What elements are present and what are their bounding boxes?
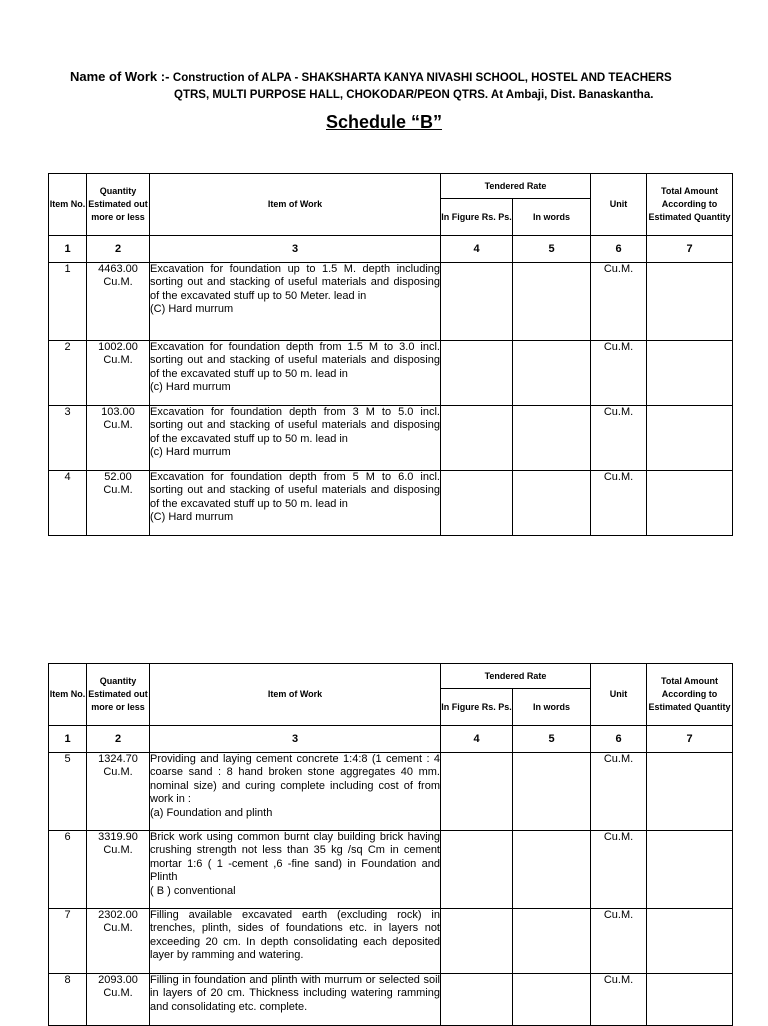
column-number: 5 <box>513 236 591 263</box>
quantity-cell <box>87 909 150 974</box>
rate-words-cell[interactable] <box>513 909 591 974</box>
column-number-row <box>49 726 733 753</box>
col-header-in-figure: In Figure Rs. Ps. <box>441 689 513 726</box>
item-no: 5 <box>49 753 87 831</box>
column-number: 3 <box>150 236 441 263</box>
quantity-cell <box>87 831 150 909</box>
description-text: Excavation for foundation depth from 5 M to 6.0 incl. sorting out and stacking of useful materials and disposing of the excavated stuff up to 50 m. lead in <box>150 471 440 510</box>
name-of-work <box>70 68 730 104</box>
rate-words-cell[interactable] <box>513 341 591 406</box>
description-subitem: (a) Foundation and plinth <box>150 806 273 819</box>
total-amount-cell[interactable] <box>647 831 733 909</box>
quantity-value: 2093.00 <box>98 974 138 986</box>
item-no: 1 <box>49 263 87 341</box>
item-no: 8 <box>49 974 87 1026</box>
col-header-in-words: In words <box>513 199 591 236</box>
col-header-unit: Unit <box>591 174 647 236</box>
description-subitem: (c) Hard murrum <box>150 446 231 459</box>
item-description <box>150 341 441 406</box>
column-number: 4 <box>441 236 513 263</box>
quantity-value: 1002.00 <box>98 341 138 353</box>
item-description <box>150 831 441 909</box>
unit-cell: Cu.M. <box>591 341 647 406</box>
description-text: Providing and laying cement concrete 1:4:8 (1 cement : 4 coarse sand : 8 hand broken stone aggregates 40 mm. nominal size) and curing complete including cost of from work in : <box>150 753 440 806</box>
column-number: 7 <box>647 236 733 263</box>
quantity-cell <box>87 753 150 831</box>
quantity-value: 4463.00 <box>98 263 138 275</box>
quantity-cell <box>87 263 150 341</box>
description-text: Excavation for foundation up to 1.5 M. depth including sorting out and stacking of useful materials and disposing of the excavated stuff up to 50 Meter. lead in <box>150 263 440 302</box>
description-subitem: (c) Hard murrum <box>150 381 231 394</box>
rate-figure-cell[interactable] <box>441 471 513 536</box>
total-amount-cell[interactable] <box>647 471 733 536</box>
column-number: 1 <box>49 236 87 263</box>
quantity-cell <box>87 406 150 471</box>
schedule-table-1 <box>48 173 733 536</box>
column-number: 2 <box>87 236 150 263</box>
col-header-item-of-work: Item of Work <box>150 174 441 236</box>
item-no: 2 <box>49 341 87 406</box>
column-number: 6 <box>591 726 647 753</box>
quantity-cell <box>87 974 150 1026</box>
rate-words-cell[interactable] <box>513 974 591 1026</box>
quantity-value: 2302.00 <box>98 909 138 921</box>
rate-figure-cell[interactable] <box>441 974 513 1026</box>
quantity-unit: Cu.M. <box>103 484 133 496</box>
item-no: 7 <box>49 909 87 974</box>
quantity-unit: Cu.M. <box>103 354 133 366</box>
unit-cell: Cu.M. <box>591 909 647 974</box>
rate-figure-cell[interactable] <box>441 341 513 406</box>
col-header-unit: Unit <box>591 664 647 726</box>
rate-figure-cell[interactable] <box>441 909 513 974</box>
quantity-unit: Cu.M. <box>103 419 133 431</box>
quantity-unit: Cu.M. <box>103 987 133 999</box>
rate-figure-cell[interactable] <box>441 406 513 471</box>
quantity-unit: Cu.M. <box>103 766 133 778</box>
item-description <box>150 471 441 536</box>
description-text: Excavation for foundation depth from 3 M to 5.0 incl. sorting out and stacking of useful materials and disposing of the excavated stuff up to 50 m. lead in <box>150 406 440 445</box>
unit-cell: Cu.M. <box>591 831 647 909</box>
page-title: Schedule “B” <box>325 112 443 132</box>
column-number: 4 <box>441 726 513 753</box>
total-amount-cell[interactable] <box>647 406 733 471</box>
description-text: Filling available excavated earth (excluding rock) in trenches, plinth, sides of foundations etc. in layers not exceeding 20 cm. In depth consolidating each deposited layer by ramming and watering. <box>150 909 440 962</box>
item-no: 3 <box>49 406 87 471</box>
description-subitem: ( B ) conventional <box>150 884 236 897</box>
quantity-value: 52.00 <box>104 471 132 483</box>
item-no: 6 <box>49 831 87 909</box>
rate-words-cell[interactable] <box>513 263 591 341</box>
quantity-unit: Cu.M. <box>103 922 133 934</box>
rate-words-cell[interactable] <box>513 406 591 471</box>
table-row <box>49 909 733 974</box>
column-number: 1 <box>49 726 87 753</box>
description-text: Excavation for foundation depth from 1.5 M to 3.0 incl. sorting out and stacking of useful materials and disposing of the excavated stuff up to 50 m. lead in <box>150 341 440 380</box>
item-description <box>150 406 441 471</box>
quantity-value: 103.00 <box>101 406 135 418</box>
unit-cell: Cu.M. <box>591 753 647 831</box>
name-of-work-label: Name of Work :- <box>70 69 170 84</box>
quantity-value: 3319.90 <box>98 831 138 843</box>
col-header-tendered-rate: Tendered Rate <box>441 664 591 689</box>
rate-words-cell[interactable] <box>513 753 591 831</box>
column-number: 2 <box>87 726 150 753</box>
unit-cell: Cu.M. <box>591 471 647 536</box>
unit-cell: Cu.M. <box>591 974 647 1026</box>
rate-words-cell[interactable] <box>513 831 591 909</box>
rate-figure-cell[interactable] <box>441 753 513 831</box>
total-amount-cell[interactable] <box>647 753 733 831</box>
name-of-work-line2: QTRS, MULTI PURPOSE HALL, CHOKODAR/PEON QTRS. At Ambaji, Dist. Banaskantha. <box>174 89 654 101</box>
rate-figure-cell[interactable] <box>441 263 513 341</box>
description-text: Brick work using common burnt clay building brick having crushing strength not less than 35 kg /sq Cm in cement mortar 1:6 ( 1 -cement ,6 -fine sand) in Foundation and Plinth <box>150 831 440 884</box>
total-amount-cell[interactable] <box>647 974 733 1026</box>
table-row <box>49 263 733 341</box>
table-row <box>49 753 733 831</box>
unit-cell: Cu.M. <box>591 263 647 341</box>
col-header-in-words: In words <box>513 689 591 726</box>
column-number: 7 <box>647 726 733 753</box>
col-header-total-amount: Total Amount According to Estimated Quantity <box>647 664 733 726</box>
item-description <box>150 909 441 974</box>
col-header-item-no: Item No. <box>49 664 87 726</box>
name-of-work-line1: Construction of ALPA - SHAKSHARTA KANYA NIVASHI SCHOOL, HOSTEL AND TEACHERS <box>172 72 672 84</box>
item-no: 4 <box>49 471 87 536</box>
column-number: 6 <box>591 236 647 263</box>
quantity-cell <box>87 341 150 406</box>
table-row <box>49 341 733 406</box>
col-header-quantity: Quantity Estimated out more or less <box>87 174 150 236</box>
item-description <box>150 263 441 341</box>
col-header-in-figure: In Figure Rs. Ps. <box>441 199 513 236</box>
col-header-item-of-work: Item of Work <box>150 664 441 726</box>
table-row <box>49 974 733 1026</box>
total-amount-cell[interactable] <box>647 909 733 974</box>
col-header-tendered-rate: Tendered Rate <box>441 174 591 199</box>
table-row <box>49 471 733 536</box>
quantity-unit: Cu.M. <box>103 844 133 856</box>
col-header-item-no: Item No. <box>49 174 87 236</box>
total-amount-cell[interactable] <box>647 263 733 341</box>
total-amount-cell[interactable] <box>647 341 733 406</box>
unit-cell: Cu.M. <box>591 406 647 471</box>
col-header-total-amount: Total Amount According to Estimated Quantity <box>647 174 733 236</box>
schedule-table-2 <box>48 663 733 1026</box>
column-number-row <box>49 236 733 263</box>
rate-figure-cell[interactable] <box>441 831 513 909</box>
quantity-unit: Cu.M. <box>103 276 133 288</box>
description-subitem: (C) Hard murrum <box>150 303 234 316</box>
description-subitem: (C) Hard murrum <box>150 511 234 524</box>
table-row <box>49 406 733 471</box>
col-header-quantity: Quantity Estimated out more or less <box>87 664 150 726</box>
rate-words-cell[interactable] <box>513 471 591 536</box>
quantity-cell <box>87 471 150 536</box>
column-number: 3 <box>150 726 441 753</box>
quantity-value: 1324.70 <box>98 753 138 765</box>
item-description <box>150 974 441 1026</box>
description-text: Filling in foundation and plinth with murrum or selected soil in layers of 20 cm. Thickness including watering ramming and consolidating etc. complete. <box>150 974 440 1013</box>
column-number: 5 <box>513 726 591 753</box>
table-row <box>49 831 733 909</box>
item-description <box>150 753 441 831</box>
